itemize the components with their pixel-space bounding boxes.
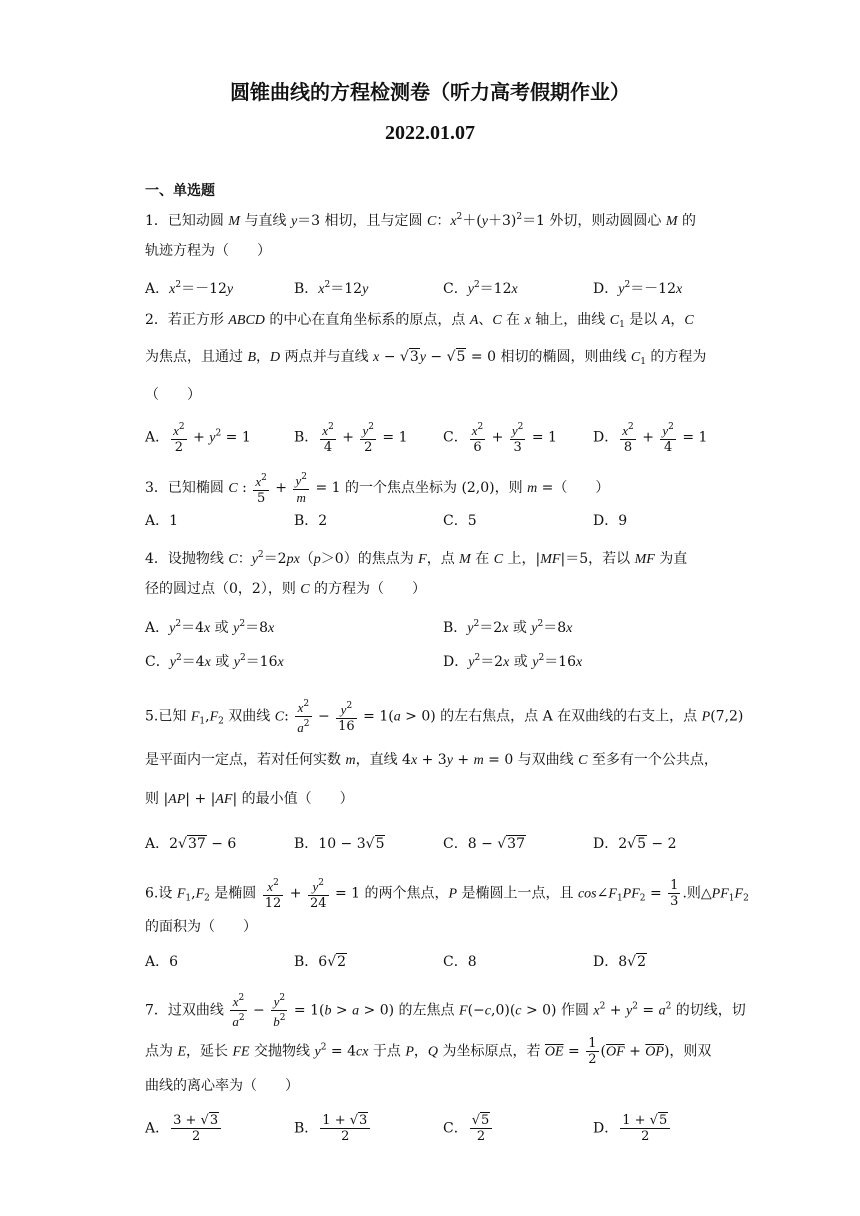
question-2-option-c: C． $\frac{x^2}{6}$ + $\frac{y^2}{3}$ = 1 — [443, 422, 557, 455]
question-5-option-d: D．2√5 − 2 — [593, 836, 677, 852]
question-5-option-b: B．10 − 3√5 — [294, 836, 385, 852]
exam-date: 2022.01.07 — [385, 122, 475, 144]
question-7-line-2: 点为 E，延长 FE 交抛物线 $y^2 = 4cx$ 于点 P，Q 为坐标原点，若 $\overline{OE}$ = $\frac{1}{2}$ $(\overline{OF} + \overline{OP})$，则双 — [145, 1036, 712, 1067]
question-1-line-2: 轨迹方程为（ ） — [145, 243, 271, 259]
question-1-line-1: 1．已知动圆 M 与直线 y＝3 相切，且与定圆 C：$x^2+(y+3)^2=1$ 外切，则动圆圆心 M 的 — [145, 212, 696, 229]
question-7-line-1: 7．过双曲线 $\frac{x^2}{a^2}$ − $\frac{y^2}{b^2}$ = 1(b > a > 0) 的左焦点 F(−c,0)(c > 0) 作圆 $x^2 + y^2 = a^2$ 的切线，切 — [145, 993, 746, 1029]
question-4-option-b: B．$y^2=2x$ 或 $y^2=8x$ — [443, 619, 573, 636]
question-5-line-1: 5.已知 $F_1,F_2$ 双曲线 C: $\frac{x^2}{a^2}$ − $\frac{y^2}{16}$ = 1(a > 0) 的左右焦点，点 A 在双曲线的右支上，点 P(7,2) — [145, 699, 744, 735]
question-2-line-3: （ ） — [145, 387, 201, 403]
question-2-line-2: 为焦点，且通过 B，D 两点并与直线 x − √3y − √5 = 0 相切的椭圆，则曲线 $C_1$ 的方程为 — [145, 349, 707, 367]
question-3-option-d: D．9 — [593, 513, 628, 529]
question-1-option-d: D．$y^2=-12x$ — [593, 280, 683, 297]
question-2-option-a: A． $\frac{x^2}{2}$ + $y^2 = 1$ — [145, 422, 251, 455]
question-7-option-d: D． $\frac{1 + √5}{2}$ — [593, 1113, 672, 1144]
question-7-option-a: A． $\frac{3 + √3}{2}$ — [145, 1113, 223, 1144]
question-2-option-b: B． $\frac{x^2}{4}$ + $\frac{y^2}{2}$ = 1 — [294, 422, 408, 455]
question-2-line-1: 2．若正方形 ABCD 的中心在直角坐标系的原点，点 A、C 在 x 轴上，曲线 $C_1$ 是以 A，C — [145, 312, 694, 330]
question-4-option-d: D．$y^2=2x$ 或 $y^2=16x$ — [443, 653, 583, 670]
section-heading: 一、单选题 — [145, 183, 215, 199]
question-1-option-a: A．$x^2=-12y$ — [145, 280, 234, 297]
question-1-option-c: C．$y^2=12x$ — [443, 280, 518, 297]
question-2-option-d: D． $\frac{x^2}{8}$ + $\frac{y^2}{4}$ = 1 — [593, 422, 708, 455]
question-3-option-b: B．2 — [294, 513, 328, 529]
question-4-line-1: 4．设抛物线 C：$y^2=2px(p>0)$的焦点为 F，点 M 在 C 上，|MF|＝5，若以 MF 为直 — [145, 550, 688, 567]
question-4-option-c: C．$y^2=4x$ 或 $y^2=16x$ — [145, 653, 284, 670]
question-7-line-3: 曲线的离心率为（ ） — [145, 1078, 299, 1094]
question-3-option-c: C．5 — [443, 513, 477, 529]
question-6-line-2: 的面积为（ ） — [145, 919, 257, 935]
question-6-option-d: D．8√2 — [593, 954, 646, 970]
question-4-option-a: A．$y^2=4x$ 或 $y^2=8x$ — [145, 619, 275, 636]
question-6-line-1: 6.设 $F_1,F_2$ 是椭圆 $\frac{x^2}{12}$ + $\frac{y^2}{24}$ = 1 的两个焦点，P 是椭圆上一点，且 $\cos\angle F_1PF_2$ = $\frac{1}{3}$ .则$\triangle PF_1F_2$ — [145, 878, 749, 911]
question-7-option-b: B． $\frac{1 + √3}{2}$ — [294, 1113, 372, 1144]
question-3-option-a: A．1 — [145, 513, 179, 529]
question-3-line-1: 3．已知椭圆 C : $\frac{x^2}{5}$ + $\frac{y^2}{m}$ = 1 的一个焦点坐标为 (2,0)，则 m =（ ） — [145, 472, 610, 506]
question-7-option-c: C． $\frac{√5}{2}$ — [443, 1113, 494, 1144]
question-6-option-c: C．8 — [443, 954, 477, 970]
question-5-line-2: 是平面内一定点，若对任何实数 m，直线 4x + 3y + m = 0 与双曲线 C 至多有一个公共点， — [145, 752, 718, 768]
page-title: 圆锥曲线的方程检测卷（听力高考假期作业） — [230, 80, 630, 104]
question-4-line-2: 径的圆过点（0，2），则 C 的方程为（ ） — [145, 581, 427, 597]
question-5-line-3: 则 |AP| + |AF| 的最小值（ ） — [145, 791, 354, 807]
question-1-option-b: B．$x^2=12y$ — [294, 280, 369, 297]
question-6-option-a: A．6 — [145, 954, 179, 970]
question-5-option-c: C．8 − √37 — [443, 836, 525, 852]
question-5-option-a: A．2√37 − 6 — [145, 836, 237, 852]
question-6-option-b: B．6√2 — [294, 954, 347, 970]
